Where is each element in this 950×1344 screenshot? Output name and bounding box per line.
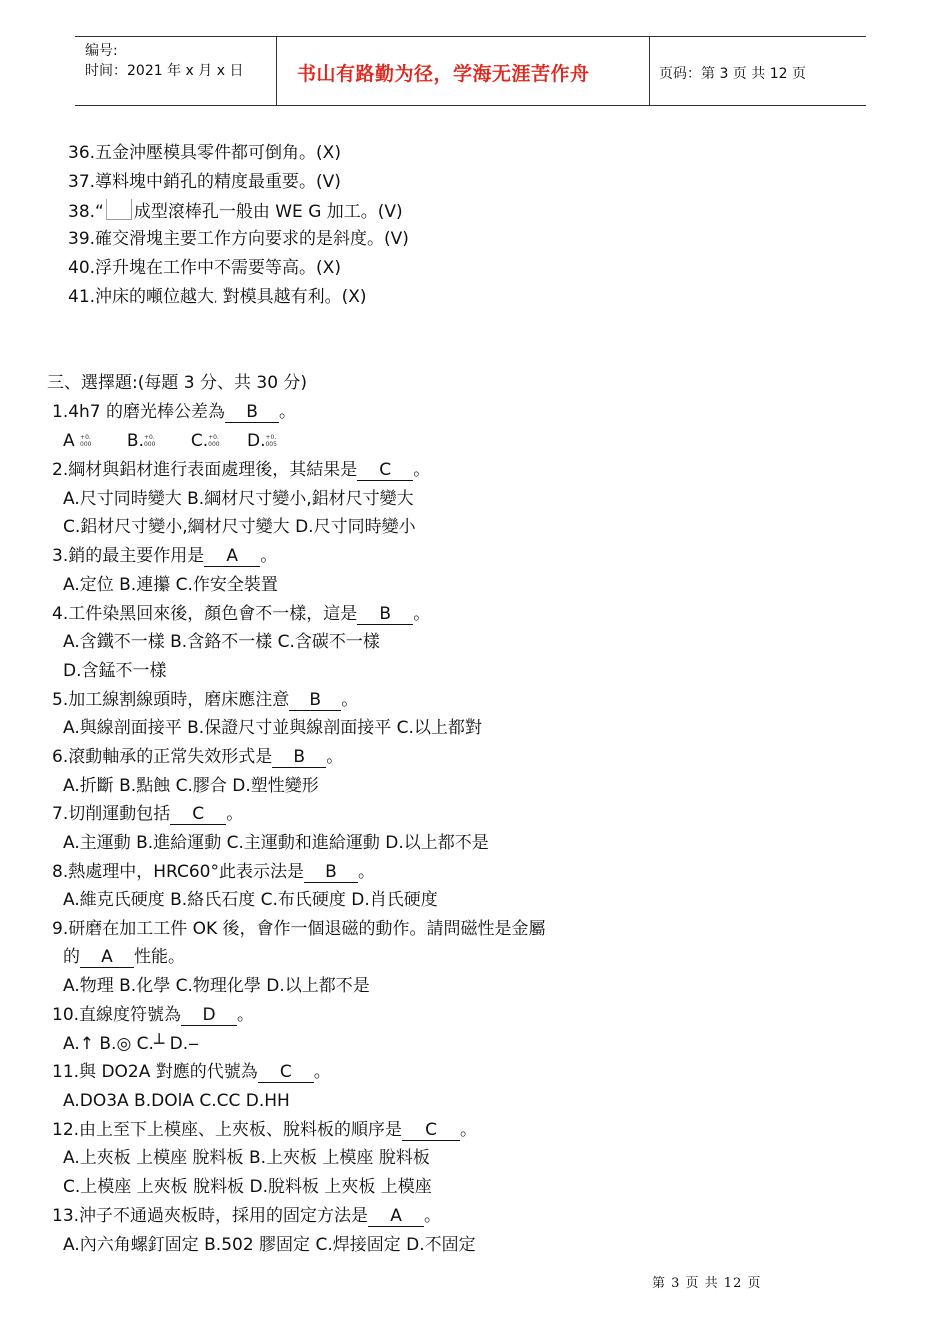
question-12: [52, 1119, 477, 1141]
question-3: [52, 545, 277, 567]
question-text: 1.4h7 的磨光棒公差為: [52, 402, 226, 422]
answer-blank: B: [357, 605, 413, 625]
judgement-item: [68, 199, 403, 223]
question-suffix: 。: [237, 1005, 255, 1025]
judgement-item: 39.確交滑塊主要工作方向要求的是斜度。(V): [68, 229, 409, 249]
question-options: A.DO3A B.DOlA C.CC D.HH: [63, 1091, 290, 1111]
answer-blank: C: [170, 805, 226, 825]
question-5: [52, 689, 358, 711]
question-options: A.尺寸同時變大 B.綱材尺寸變小,鋁材尺寸變大: [63, 489, 414, 509]
question-options: D.含錳不一樣: [63, 661, 167, 681]
option-label: A: [63, 431, 75, 451]
option-label: D.: [246, 431, 266, 451]
question-text: 4.工件染黑回來後，顏色會不一樣，這是: [52, 604, 358, 624]
question-suffix: 。: [313, 1062, 331, 1082]
answer-blank: A: [80, 948, 134, 968]
question-options: A.物理 B.化學 C.物理化學 D.以上都不是: [63, 976, 370, 996]
question-suffix: 性能。: [134, 947, 185, 967]
question-suffix: 。: [326, 747, 344, 767]
question-suffix: 。: [460, 1120, 478, 1140]
question-suffix: 。: [341, 690, 359, 710]
question-text: 5.加工線割線頭時，磨床應注意: [52, 690, 290, 710]
answer-blank: D: [181, 1006, 237, 1026]
question-options: A.含鐵不一樣 B.含鉻不一樣 C.含碳不一樣: [63, 632, 380, 652]
header-page-info: 页码：第 3 页 共 12 页: [659, 66, 806, 82]
question-options: A.與線剖面接平 B.保證尺寸並與線剖面接平 C.以上都對: [63, 718, 482, 738]
judgement-text: 41.沖床的噸位越大: [68, 287, 215, 307]
question-options: A.維克氏硬度 B.絡氏石度 C.布氏硬度 D.肖氏硬度: [63, 890, 438, 910]
question-suffix: 。: [357, 862, 375, 882]
option-value: +0. 005: [265, 434, 277, 448]
question-suffix: 。: [413, 460, 431, 480]
judgement-text: 38.“: [68, 202, 104, 222]
question-options: C.鋁材尺寸變小,綱材尺寸變大 D.尺寸同時變小: [63, 517, 416, 537]
judgement-item: 37.導料塊中銷孔的精度最重要。(V): [68, 172, 341, 192]
question-options: A.上夾板 上模座 脫料板 B.上夾板 上模座 脫料板: [63, 1148, 430, 1168]
question-13: [52, 1205, 441, 1227]
question-suffix: 。: [279, 402, 297, 422]
header-divider: [649, 37, 650, 105]
question-suffix: 。: [413, 604, 431, 624]
answer-blank: A: [368, 1207, 424, 1227]
header-meta: [85, 41, 243, 109]
question-options: A.↑ B.◎ C.┴ D.‒: [63, 1034, 199, 1054]
page-footer: 第 3 页 共 12 页: [652, 1276, 762, 1291]
question-7: [52, 803, 243, 825]
question-text: 的: [63, 947, 80, 967]
question-suffix: 。: [260, 546, 278, 566]
question-text: 6.滾動軸承的正常失效形式是: [52, 747, 273, 767]
answer-blank: C: [258, 1063, 314, 1083]
header-motto: 书山有路勤为径，学海无涯苦作舟: [297, 63, 590, 85]
question-text: 13.沖子不通過夾板時，採用的固定方法是: [52, 1206, 369, 1226]
question-text: 7.切削運動包括: [52, 804, 171, 824]
option-value: +0. 000: [80, 434, 92, 448]
time-label: 时间：2021 年 x 月 x 日: [85, 63, 244, 79]
number-label: 编号:: [85, 43, 118, 59]
question-9-continued: [63, 946, 185, 968]
answer-blank: C: [357, 461, 413, 481]
question-options: A.內六角螺釘固定 B.502 膠固定 C.焊接固定 D.不固定: [63, 1235, 476, 1255]
question-11: [52, 1061, 331, 1083]
judgement-item: 41.沖床的噸位越大, 對模具越有利。(X): [68, 287, 367, 307]
question-8: [52, 861, 375, 883]
answer-blank: B: [225, 403, 279, 423]
judgement-text: 對模具越有利。(X): [222, 287, 367, 307]
question-1-options: [63, 430, 277, 452]
question-text: 2.綱材與鋁材進行表面處理後，其結果是: [52, 460, 358, 480]
option-value: +0. 000: [143, 434, 156, 448]
question-text: 3.銷的最主要作用是: [52, 546, 205, 566]
question-text: 8.熱處理中，HRC60°此表示法是: [52, 862, 304, 882]
missing-glyph-icon: [106, 199, 132, 220]
answer-blank: C: [402, 1121, 460, 1141]
question-text: 11.與 DO2A 對應的代號為: [52, 1062, 258, 1082]
section-title: 三、選擇題:(每題 3 分、共 30 分): [47, 373, 308, 393]
option-label: B.: [126, 431, 144, 451]
question-options: C.上模座 上夾板 脫料板 D.脫料板 上夾板 上模座: [63, 1177, 432, 1197]
judgement-text: 成型滾棒孔一般由 WE G 加工。(V): [133, 202, 403, 222]
option-value: +0. 000: [208, 434, 220, 448]
answer-blank: B: [289, 691, 341, 711]
question-suffix: 。: [226, 804, 244, 824]
question-10: [52, 1004, 254, 1026]
question-suffix: 。: [424, 1206, 442, 1226]
judgement-item: 40.浮升塊在工作中不需要等高。(X): [68, 258, 341, 278]
header-divider: [276, 37, 277, 105]
question-1: [52, 401, 296, 423]
option-label: C.: [190, 431, 209, 451]
question-options: A.折斷 B.點蝕 C.膠合 D.塑性變形: [63, 776, 319, 796]
answer-blank: B: [304, 863, 358, 883]
question-2: [52, 459, 430, 481]
question-text: 12.由上至下上模座、上夾板、脫料板的順序是: [52, 1120, 403, 1140]
question-6: [52, 746, 343, 768]
question-text: 10.直線度符號為: [52, 1005, 182, 1025]
answer-blank: B: [272, 748, 326, 768]
question-options: A.主運動 B.進給運動 C.主運動和進給運動 D.以上都不是: [63, 833, 489, 853]
question-4: [52, 603, 430, 625]
page-header: [75, 36, 866, 106]
judgement-item: 36.五金沖壓模具零件都可倒角。(X): [68, 143, 341, 163]
question-9: 9.研磨在加工工件 OK 後，會作一個退磁的動作。請問磁性是金屬: [52, 919, 546, 939]
answer-blank: A: [204, 547, 260, 567]
question-options: A.定位 B.連攥 C.作安全裝置: [63, 575, 278, 595]
